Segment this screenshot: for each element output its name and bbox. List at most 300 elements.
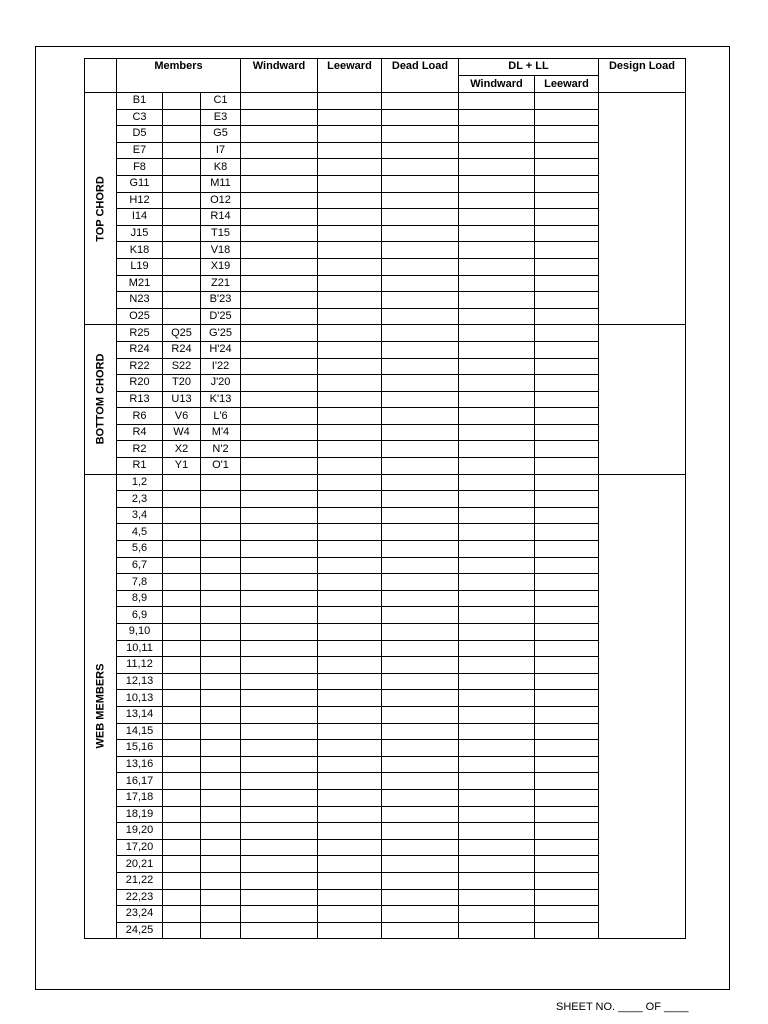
value-cell (535, 640, 599, 657)
member-cell (201, 541, 241, 558)
value-cell (535, 574, 599, 591)
value-cell (535, 441, 599, 458)
value-cell (382, 922, 459, 939)
member-cell (163, 275, 201, 292)
member-cell (163, 93, 201, 110)
value-cell (241, 424, 318, 441)
value-cell (459, 109, 535, 126)
member-cell (163, 806, 201, 823)
design-load-cell (599, 325, 686, 474)
value-cell (382, 93, 459, 110)
member-cell (201, 889, 241, 906)
value-cell (382, 491, 459, 508)
value-cell (535, 839, 599, 856)
value-cell (535, 673, 599, 690)
member-cell (163, 126, 201, 143)
value-cell (459, 673, 535, 690)
member-cell (201, 740, 241, 757)
member-cell (163, 889, 201, 906)
member-cell: S22 (163, 358, 201, 375)
value-cell (459, 756, 535, 773)
value-cell (535, 175, 599, 192)
value-cell (382, 458, 459, 475)
value-cell (241, 541, 318, 558)
section-label: BOTTOM CHORD (94, 354, 106, 445)
member-cell (163, 242, 201, 259)
table-row (85, 856, 686, 873)
member-cell (163, 109, 201, 126)
member-cell: 15,16 (117, 740, 163, 757)
value-cell (382, 358, 459, 375)
member-cell (201, 640, 241, 657)
section-label-cell (85, 325, 117, 474)
value-cell (459, 906, 535, 923)
value-cell (535, 706, 599, 723)
member-cell: 11,12 (117, 657, 163, 674)
value-cell (535, 507, 599, 524)
value-cell (535, 159, 599, 176)
value-cell (318, 408, 382, 425)
windward-header: Windward (241, 59, 318, 93)
value-cell (318, 839, 382, 856)
value-cell (459, 424, 535, 441)
value-cell (318, 242, 382, 259)
member-cell: D'25 (201, 308, 241, 325)
value-cell (318, 590, 382, 607)
value-cell (318, 292, 382, 309)
member-cell: O12 (201, 192, 241, 209)
table-row (85, 391, 686, 408)
value-cell (459, 823, 535, 840)
member-cell: G'25 (201, 325, 241, 342)
value-cell (535, 491, 599, 508)
value-cell (241, 292, 318, 309)
member-cell: N23 (117, 292, 163, 309)
table-row (85, 441, 686, 458)
value-cell (318, 806, 382, 823)
table-row (85, 922, 686, 939)
value-cell (318, 109, 382, 126)
table-row (85, 408, 686, 425)
value-cell (318, 358, 382, 375)
value-cell (241, 640, 318, 657)
member-cell (163, 856, 201, 873)
value-cell (459, 358, 535, 375)
value-cell (382, 690, 459, 707)
value-cell (535, 93, 599, 110)
value-cell (382, 823, 459, 840)
value-cell (459, 225, 535, 242)
member-cell (201, 657, 241, 674)
member-cell: 18,19 (117, 806, 163, 823)
member-cell (201, 690, 241, 707)
member-cell: H'24 (201, 341, 241, 358)
member-cell (201, 607, 241, 624)
member-cell: J15 (117, 225, 163, 242)
value-cell (382, 557, 459, 574)
value-cell (459, 706, 535, 723)
member-cell (201, 624, 241, 641)
value-cell (459, 624, 535, 641)
value-cell (241, 192, 318, 209)
table-row (85, 358, 686, 375)
member-cell (163, 175, 201, 192)
value-cell (241, 590, 318, 607)
member-cell (163, 839, 201, 856)
table-row (85, 507, 686, 524)
value-cell (535, 723, 599, 740)
value-cell (241, 175, 318, 192)
member-cell: 21,22 (117, 872, 163, 889)
value-cell (241, 441, 318, 458)
value-cell (241, 872, 318, 889)
table-row (85, 690, 686, 707)
member-cell: Z21 (201, 275, 241, 292)
design-load-cell (599, 474, 686, 939)
value-cell (318, 723, 382, 740)
value-cell (318, 823, 382, 840)
member-cell (163, 906, 201, 923)
member-cell (201, 507, 241, 524)
member-cell: R13 (117, 391, 163, 408)
member-cell: 13,16 (117, 756, 163, 773)
member-cell (201, 723, 241, 740)
value-cell (382, 408, 459, 425)
member-cell (201, 590, 241, 607)
value-cell (382, 159, 459, 176)
value-cell (241, 524, 318, 541)
member-cell (163, 590, 201, 607)
value-cell (459, 922, 535, 939)
member-cell (163, 673, 201, 690)
member-cell: R1 (117, 458, 163, 475)
value-cell (241, 209, 318, 226)
value-cell (318, 624, 382, 641)
member-cell: C3 (117, 109, 163, 126)
header-row (85, 59, 686, 76)
value-cell (318, 308, 382, 325)
value-cell (535, 906, 599, 923)
member-cell: 12,13 (117, 673, 163, 690)
value-cell (459, 458, 535, 475)
value-cell (535, 889, 599, 906)
value-cell (535, 258, 599, 275)
member-cell (201, 524, 241, 541)
value-cell (241, 126, 318, 143)
value-cell (535, 325, 599, 342)
value-cell (459, 872, 535, 889)
table-row (85, 640, 686, 657)
value-cell (241, 806, 318, 823)
value-cell (318, 640, 382, 657)
member-cell: O25 (117, 308, 163, 325)
value-cell (241, 706, 318, 723)
member-cell: 17,20 (117, 839, 163, 856)
value-cell (241, 690, 318, 707)
member-cell (163, 308, 201, 325)
member-cell (163, 524, 201, 541)
member-cell: K18 (117, 242, 163, 259)
value-cell (318, 275, 382, 292)
member-cell: 22,23 (117, 889, 163, 906)
member-cell: 16,17 (117, 773, 163, 790)
value-cell (535, 408, 599, 425)
value-cell (382, 789, 459, 806)
value-cell (241, 856, 318, 873)
value-cell (382, 756, 459, 773)
value-cell (318, 391, 382, 408)
value-cell (382, 624, 459, 641)
value-cell (535, 872, 599, 889)
value-cell (241, 673, 318, 690)
member-cell (201, 474, 241, 491)
value-cell (382, 275, 459, 292)
value-cell (535, 541, 599, 558)
value-cell (382, 341, 459, 358)
value-cell (318, 474, 382, 491)
value-cell (241, 225, 318, 242)
value-cell (382, 541, 459, 558)
value-cell (318, 740, 382, 757)
value-cell (241, 740, 318, 757)
value-cell (382, 872, 459, 889)
member-cell (201, 806, 241, 823)
table-row (85, 889, 686, 906)
member-cell: V18 (201, 242, 241, 259)
member-cell: M'4 (201, 424, 241, 441)
member-cell: X2 (163, 441, 201, 458)
table-row (85, 491, 686, 508)
table-row (85, 126, 686, 143)
table-row (85, 624, 686, 641)
member-cell (201, 839, 241, 856)
value-cell (382, 292, 459, 309)
value-cell (382, 424, 459, 441)
value-cell (535, 275, 599, 292)
table-row (85, 756, 686, 773)
value-cell (318, 557, 382, 574)
value-cell (459, 507, 535, 524)
member-cell (163, 209, 201, 226)
value-cell (241, 889, 318, 906)
member-cell: R14 (201, 209, 241, 226)
design-load-header: Design Load (599, 59, 686, 93)
member-cell (163, 706, 201, 723)
table-row (85, 93, 686, 110)
value-cell (241, 491, 318, 508)
design-load-table (84, 58, 686, 939)
value-cell (241, 624, 318, 641)
value-cell (382, 325, 459, 342)
value-cell (318, 325, 382, 342)
member-cell (163, 756, 201, 773)
table-row (85, 557, 686, 574)
value-cell (318, 507, 382, 524)
member-cell: 14,15 (117, 723, 163, 740)
value-cell (459, 292, 535, 309)
member-cell (201, 491, 241, 508)
value-cell (241, 607, 318, 624)
value-cell (241, 408, 318, 425)
table-row (85, 524, 686, 541)
value-cell (318, 789, 382, 806)
table-row (85, 308, 686, 325)
member-cell: R2 (117, 441, 163, 458)
value-cell (318, 375, 382, 392)
value-cell (459, 375, 535, 392)
value-cell (382, 723, 459, 740)
value-cell (459, 773, 535, 790)
member-cell: 5,6 (117, 541, 163, 558)
value-cell (318, 441, 382, 458)
value-cell (241, 159, 318, 176)
table-row (85, 341, 686, 358)
value-cell (318, 889, 382, 906)
member-cell: T15 (201, 225, 241, 242)
value-cell (318, 856, 382, 873)
value-cell (535, 756, 599, 773)
value-cell (535, 806, 599, 823)
value-cell (459, 690, 535, 707)
value-cell (535, 657, 599, 674)
value-cell (318, 690, 382, 707)
member-cell (201, 823, 241, 840)
value-cell (241, 341, 318, 358)
value-cell (382, 856, 459, 873)
value-cell (318, 341, 382, 358)
value-cell (241, 242, 318, 259)
value-cell (535, 773, 599, 790)
member-cell: U13 (163, 391, 201, 408)
value-cell (318, 159, 382, 176)
value-cell (241, 823, 318, 840)
value-cell (241, 574, 318, 591)
table-row (85, 424, 686, 441)
value-cell (382, 507, 459, 524)
dl-ll-leeward-header: Leeward (535, 76, 599, 93)
value-cell (382, 192, 459, 209)
value-cell (535, 292, 599, 309)
member-cell (201, 574, 241, 591)
value-cell (241, 109, 318, 126)
value-cell (459, 175, 535, 192)
value-cell (318, 192, 382, 209)
value-cell (382, 806, 459, 823)
value-cell (382, 839, 459, 856)
member-cell (201, 922, 241, 939)
member-cell: X19 (201, 258, 241, 275)
member-cell: 10,13 (117, 690, 163, 707)
table-row (85, 574, 686, 591)
value-cell (318, 541, 382, 558)
member-cell (163, 541, 201, 558)
value-cell (535, 690, 599, 707)
value-cell (535, 341, 599, 358)
value-cell (535, 391, 599, 408)
value-cell (241, 773, 318, 790)
value-cell (241, 474, 318, 491)
value-cell (318, 458, 382, 475)
value-cell (382, 375, 459, 392)
member-cell (163, 690, 201, 707)
table-row (85, 192, 686, 209)
table-row (85, 657, 686, 674)
member-cell: 7,8 (117, 574, 163, 591)
value-cell (318, 872, 382, 889)
value-cell (241, 723, 318, 740)
table-row (85, 740, 686, 757)
member-cell (163, 624, 201, 641)
value-cell (459, 640, 535, 657)
member-cell (163, 574, 201, 591)
member-cell (201, 557, 241, 574)
table-row (85, 590, 686, 607)
value-cell (318, 607, 382, 624)
table-row (85, 275, 686, 292)
value-cell (382, 706, 459, 723)
value-cell (459, 839, 535, 856)
value-cell (382, 175, 459, 192)
member-cell (163, 159, 201, 176)
value-cell (535, 192, 599, 209)
table-row (85, 607, 686, 624)
section-label-cell (85, 93, 117, 325)
value-cell (459, 524, 535, 541)
value-cell (382, 258, 459, 275)
member-cell: 17,18 (117, 789, 163, 806)
value-cell (318, 906, 382, 923)
value-cell (459, 740, 535, 757)
member-cell: R25 (117, 325, 163, 342)
member-cell: R20 (117, 375, 163, 392)
section-label: WEB MEMBERS (94, 663, 106, 749)
value-cell (318, 756, 382, 773)
section-label: TOP CHORD (94, 175, 106, 242)
member-cell: W4 (163, 424, 201, 441)
value-cell (459, 889, 535, 906)
value-cell (382, 673, 459, 690)
value-cell (241, 93, 318, 110)
table-row (85, 541, 686, 558)
value-cell (318, 258, 382, 275)
value-cell (382, 590, 459, 607)
member-cell: D5 (117, 126, 163, 143)
value-cell (535, 789, 599, 806)
value-cell (459, 126, 535, 143)
value-cell (459, 491, 535, 508)
member-cell: K'13 (201, 391, 241, 408)
design-load-cell (599, 93, 686, 325)
member-cell: I14 (117, 209, 163, 226)
member-cell: 1,2 (117, 474, 163, 491)
value-cell (318, 93, 382, 110)
value-cell (241, 557, 318, 574)
member-cell: L19 (117, 258, 163, 275)
value-cell (382, 308, 459, 325)
member-cell: R4 (117, 424, 163, 441)
member-cell (163, 922, 201, 939)
value-cell (535, 922, 599, 939)
value-cell (459, 325, 535, 342)
value-cell (535, 474, 599, 491)
table-row (85, 723, 686, 740)
value-cell (241, 458, 318, 475)
member-cell: 20,21 (117, 856, 163, 873)
value-cell (459, 391, 535, 408)
dead-load-header: Dead Load (382, 59, 459, 93)
value-cell (535, 624, 599, 641)
table-row (85, 258, 686, 275)
